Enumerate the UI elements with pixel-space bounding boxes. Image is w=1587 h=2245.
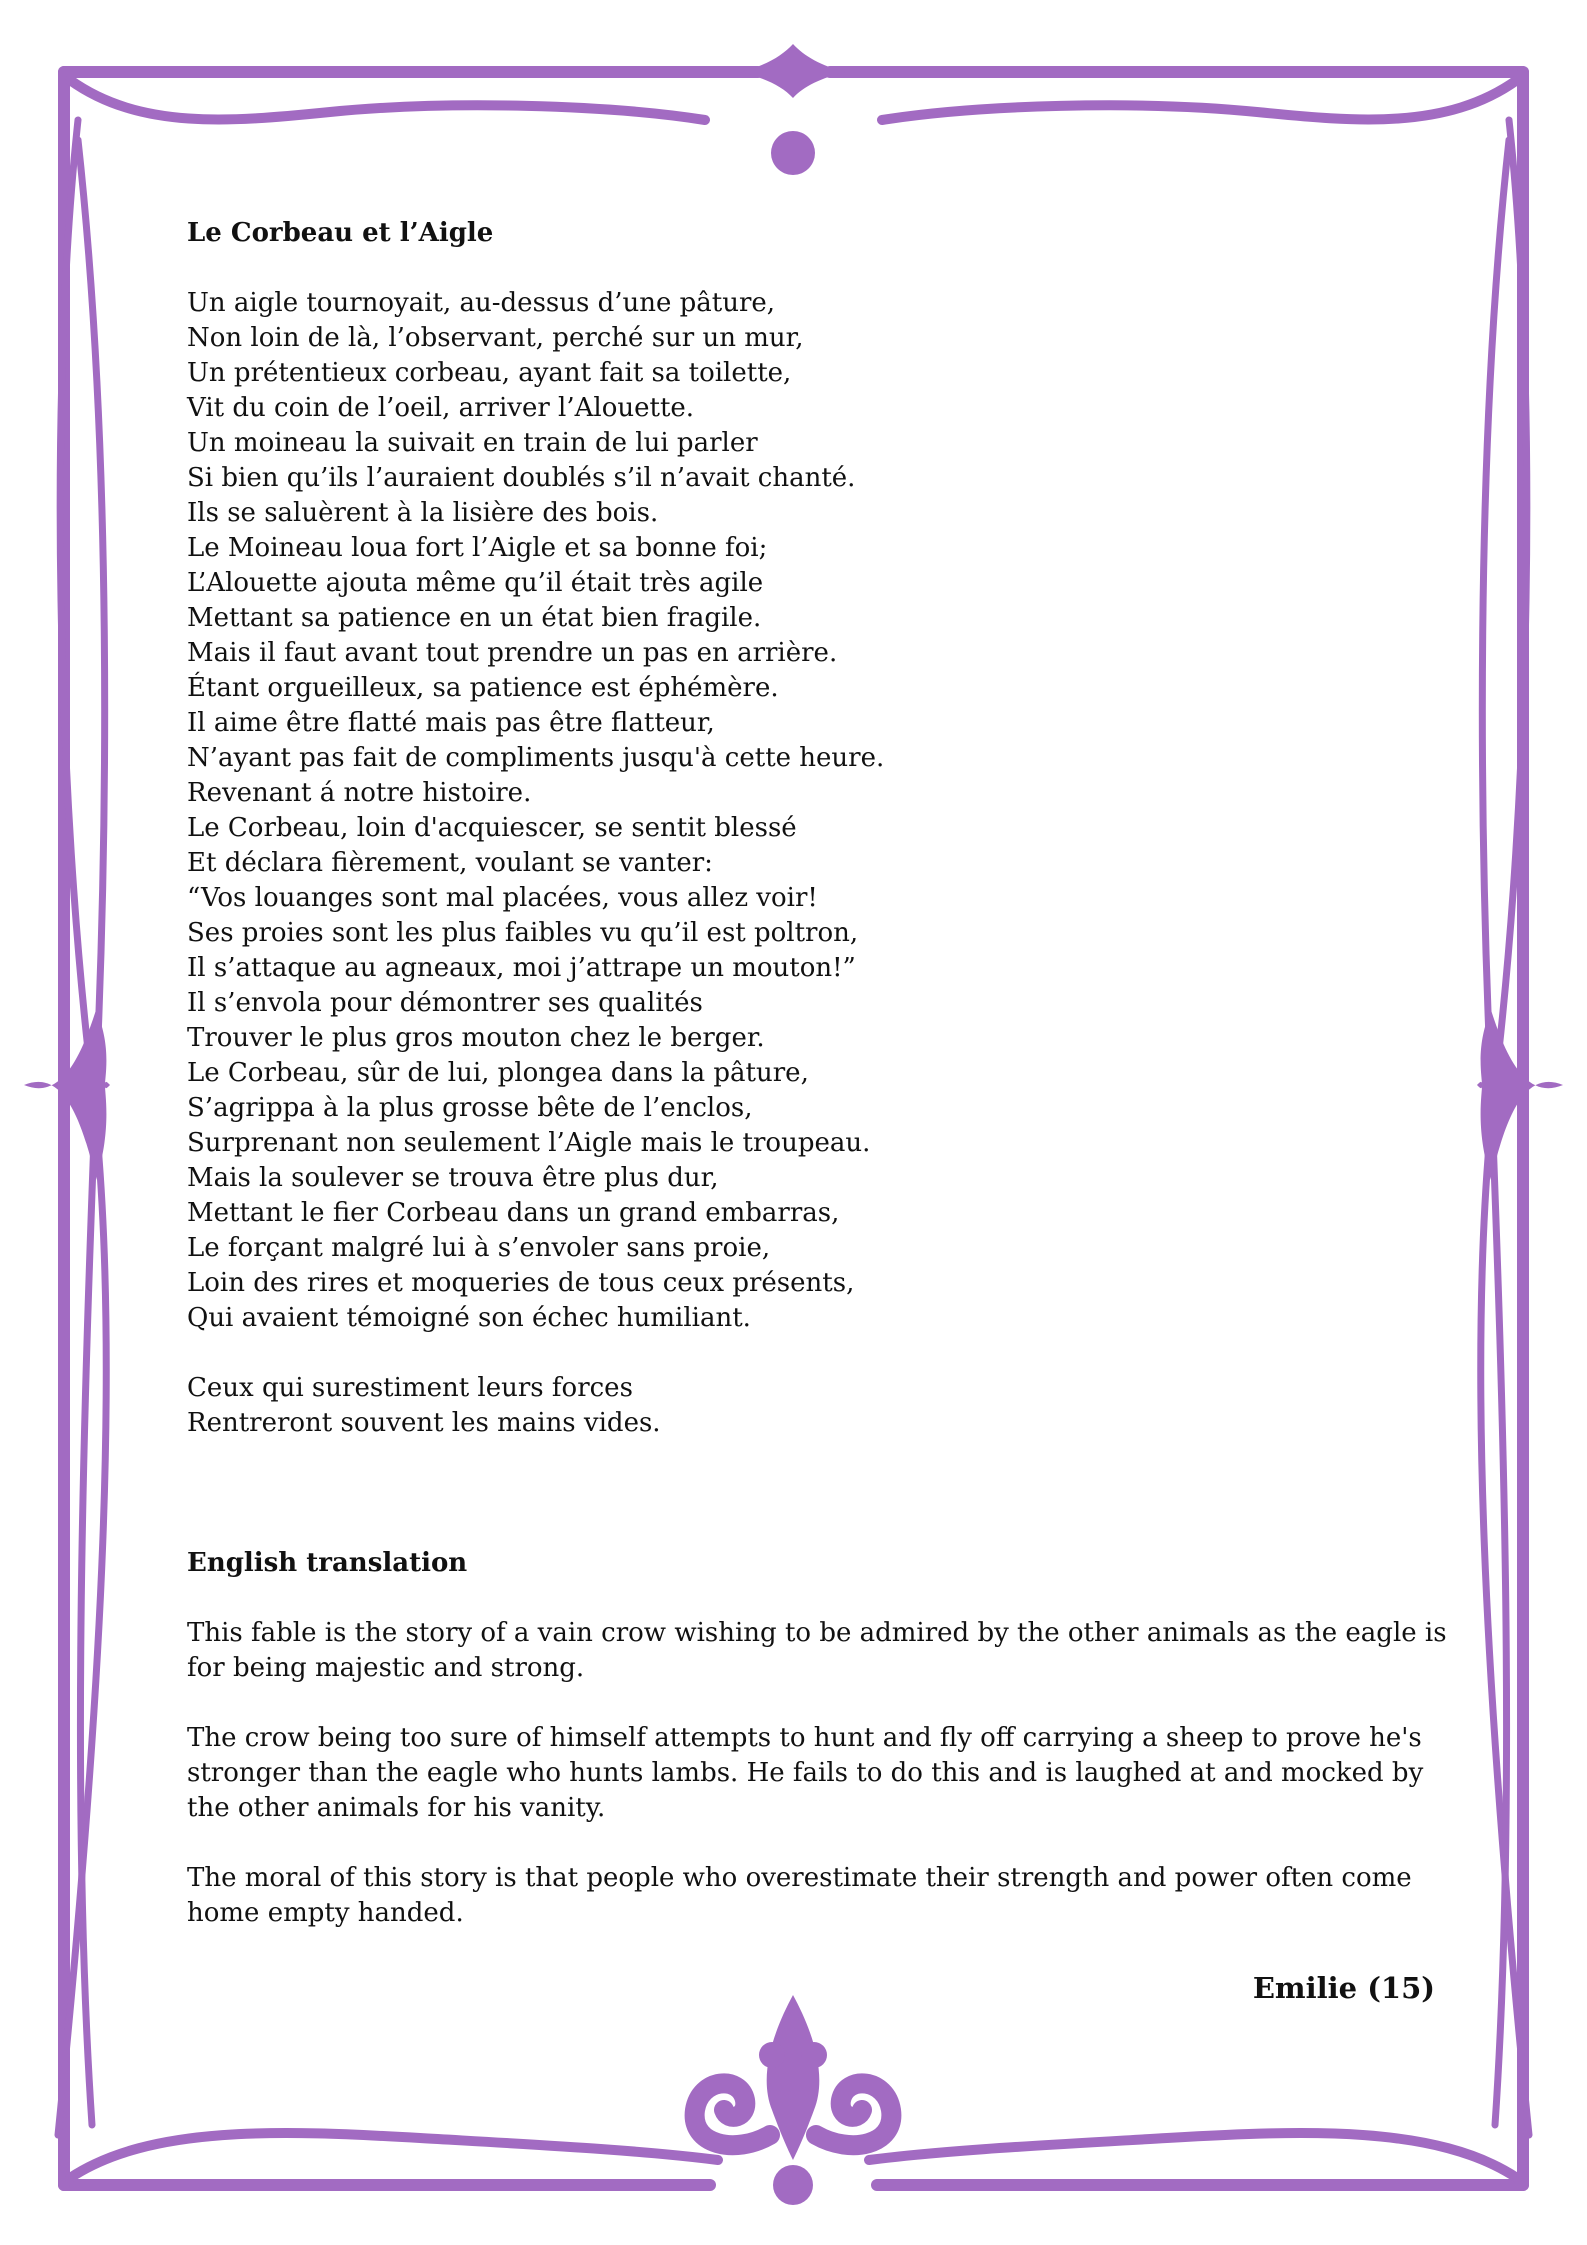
poem-line: Ses proies sont les plus faibles vu qu’il est poltron, bbox=[187, 918, 859, 948]
poem-line: Surprenant non seulement l’Aigle mais le troupeau. bbox=[187, 1128, 871, 1158]
bottom-right-swirl bbox=[869, 2133, 1517, 2178]
bottom-left-swirl bbox=[70, 2133, 718, 2178]
poem-line: N’ayant pas fait de compliments jusqu'à cette heure. bbox=[187, 743, 885, 773]
poem-line: Qui avaient témoigné son échec humiliant. bbox=[187, 1303, 751, 1333]
poem-line: Le Corbeau, sûr de lui, plongea dans la pâture, bbox=[187, 1058, 809, 1088]
poem-line: Si bien qu’ils l’auraient doublés s’il n’avait chanté. bbox=[187, 463, 856, 493]
poem-line: Un aigle tournoyait, au-dessus d’une pâture, bbox=[187, 288, 776, 318]
translation-heading: English translation bbox=[187, 1548, 468, 1578]
poem-line: Trouver le plus gros mouton chez le berger. bbox=[187, 1023, 765, 1053]
translation-paragraph: The moral of this story is that people who overestimate their strength and power often come home empty handed. bbox=[187, 1863, 1412, 1928]
poem-line: Un moineau la suivait en train de lui parler bbox=[187, 428, 758, 458]
poem-title: Le Corbeau et l’Aigle bbox=[187, 218, 494, 248]
poem-line: Le Moineau loua fort l’Aigle et sa bonne foi; bbox=[187, 533, 768, 563]
bottom-fleur-right-scroll bbox=[816, 2083, 891, 2145]
top-dot bbox=[771, 131, 815, 175]
poem-line: Le Corbeau, loin d'acquiescer, se sentit blessé bbox=[187, 813, 797, 843]
top-right-swirl bbox=[882, 80, 1517, 120]
poem-line: Loin des rires et moqueries de tous ceux présents, bbox=[187, 1268, 855, 1298]
bottom-fleur-left-scroll bbox=[695, 2083, 770, 2145]
poem-line: Non loin de là, l’observant, perché sur un mur, bbox=[187, 323, 804, 353]
poem-line: Le forçant malgré lui à s’envoler sans proie, bbox=[187, 1233, 771, 1263]
bottom-dot bbox=[773, 2165, 813, 2205]
poem-line: Étant orgueilleux, sa patience est éphémère. bbox=[187, 673, 779, 703]
author-signature: Emilie (15) bbox=[1252, 1971, 1435, 2005]
poem-line: Mettant sa patience en un état bien fragile. bbox=[187, 603, 762, 633]
poem-line: “Vos louanges sont mal placées, vous allez voir! bbox=[187, 883, 818, 913]
moral-line: Ceux qui surestiment leurs forces bbox=[187, 1373, 633, 1403]
poem-line: Et déclara fièrement, voulant se vanter: bbox=[187, 848, 713, 878]
poem-line: Il s’envola pour démontrer ses qualités bbox=[187, 988, 703, 1018]
bottom-fleur-knob-right bbox=[801, 2042, 827, 2068]
poem-line: S’agrippa à la plus grosse bête de l’enclos, bbox=[187, 1093, 753, 1123]
poem-line: Mais la soulever se trouva être plus dur, bbox=[187, 1163, 719, 1193]
poem-line: Il s’attaque au agneaux, moi j’attrape un mouton!” bbox=[187, 953, 856, 983]
bottom-fleur-knob-left bbox=[759, 2042, 785, 2068]
poem-line: L’Alouette ajouta même qu’il était très agile bbox=[187, 568, 764, 598]
poem-body bbox=[187, 286, 1447, 1336]
top-left-swirl bbox=[70, 80, 705, 120]
translation-paragraph: The crow being too sure of himself attempts to hunt and fly off carrying a sheep to prove he's stronger than the eagle who hunts lambs. He fails to do this and is laughed at and mocked by the other animals for his vanity. bbox=[187, 1723, 1424, 1823]
poem-line: Ils se saluèrent à la lisière des bois. bbox=[187, 498, 659, 528]
poem-moral bbox=[187, 1371, 1447, 1441]
poem-line: Revenant á notre histoire. bbox=[187, 778, 532, 808]
moral-line: Rentreront souvent les mains vides. bbox=[187, 1408, 661, 1438]
top-crest bbox=[740, 44, 846, 98]
poem-line: Vit du coin de l’oeil, arriver l’Alouette. bbox=[187, 393, 695, 423]
poem-line: Mais il faut avant tout prendre un pas en arrière. bbox=[187, 638, 838, 668]
poem-line: Mettant le fier Corbeau dans un grand embarras, bbox=[187, 1198, 840, 1228]
poem-line: Un prétentieux corbeau, ayant fait sa toilette, bbox=[187, 358, 792, 388]
document-body bbox=[187, 216, 1447, 2006]
poem-line: Il aime être flatté mais pas être flatteur, bbox=[187, 708, 715, 738]
translation-paragraph: This fable is the story of a vain crow wishing to be admired by the other animals as the eagle is for being majestic and strong. bbox=[187, 1618, 1447, 1683]
